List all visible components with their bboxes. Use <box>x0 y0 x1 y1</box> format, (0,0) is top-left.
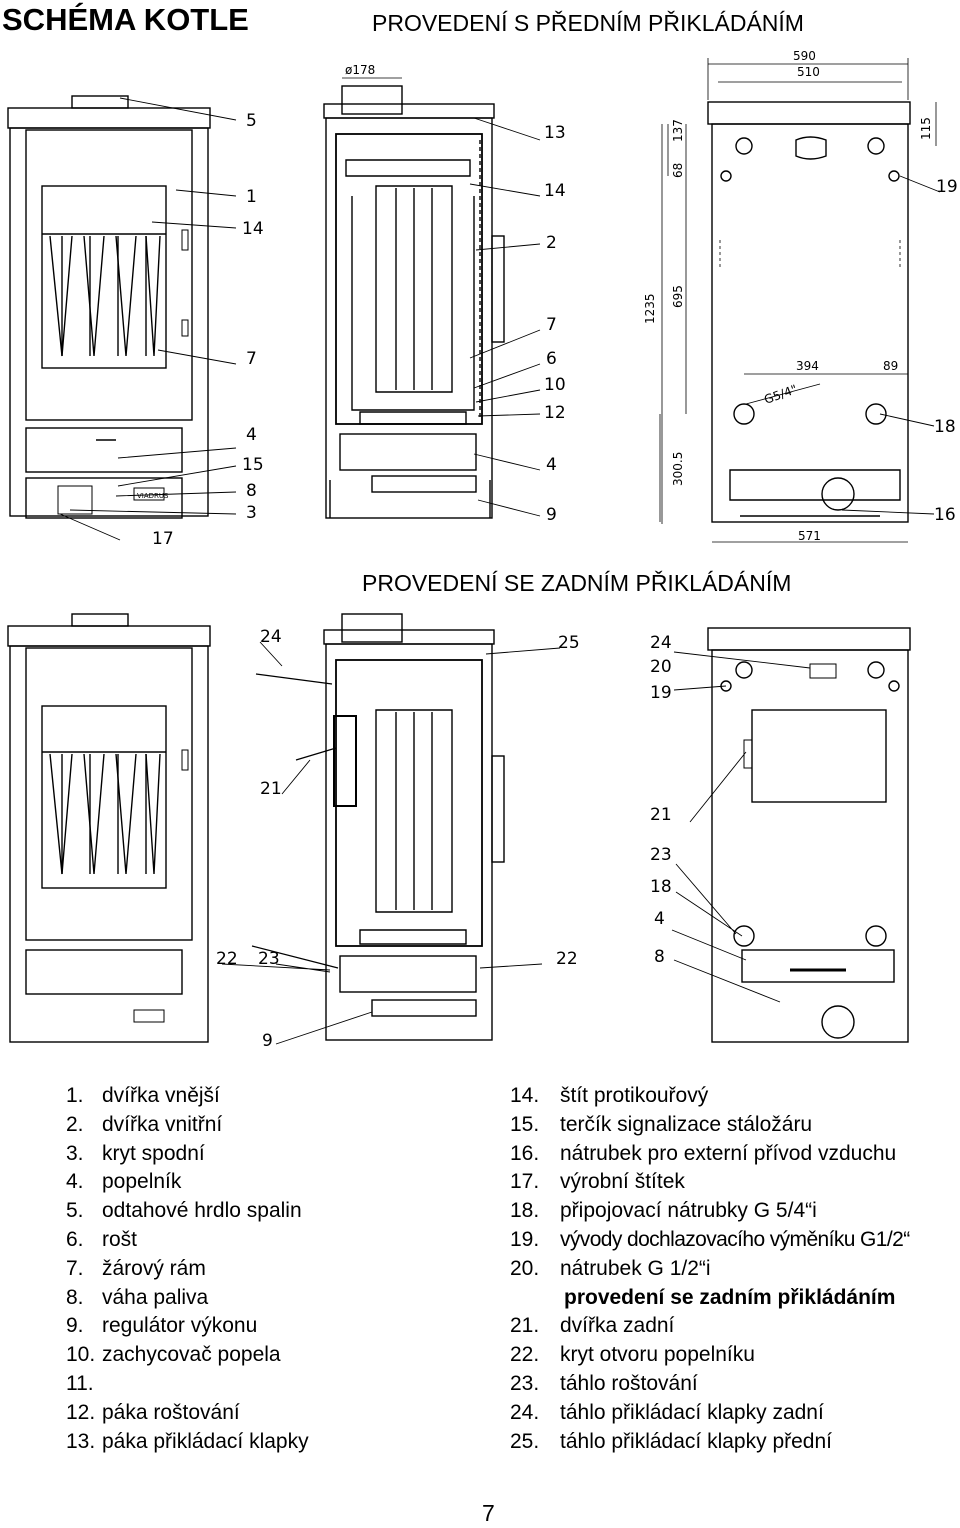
callout-labels <box>152 111 958 1051</box>
dim-thread: G5/4" <box>762 381 800 407</box>
callout: 8 <box>246 481 257 501</box>
callout: 5 <box>246 111 257 131</box>
callout: 23 <box>258 949 280 969</box>
dim-top-offset: 115 <box>919 117 933 140</box>
dim-68: 68 <box>671 162 685 178</box>
dim-89: 89 <box>883 359 899 373</box>
dim-695: 695 <box>671 285 685 308</box>
page-title: SCHÉMA KOTLE <box>2 2 249 37</box>
legend-item: 18. připojovací nátrubky G 5/4“i <box>510 1199 817 1223</box>
legend-item: 14. štít protikouřový <box>510 1084 709 1107</box>
legend-item: 13. páka přikládací klapky <box>66 1429 309 1453</box>
legend-item: 19. vývody dochlazovacího výměníku G1/2“ <box>510 1227 910 1251</box>
legend-item: 6. rošt <box>66 1227 138 1251</box>
dim-300-5: 300.5 <box>671 451 685 486</box>
legend-item: 12. páka roštování <box>66 1400 240 1424</box>
legend-item: 16. nátrubek pro externí přívod vzduchu <box>510 1141 897 1165</box>
rear-view-bottom <box>672 628 910 1042</box>
callout: 22 <box>556 949 578 969</box>
legend-item: 5. odtahové hrdlo spalin <box>66 1199 302 1223</box>
callout: 6 <box>546 349 557 369</box>
callout: 10 <box>544 375 566 395</box>
section-view-bottom <box>222 614 560 1044</box>
callout: 23 <box>650 845 672 865</box>
legend-item: 25. táhlo přikládací klapky přední <box>510 1429 832 1453</box>
callout: 4 <box>546 455 557 475</box>
callout: 3 <box>246 503 257 523</box>
legend-item: 1. dvířka vnější <box>66 1084 220 1107</box>
legend-item: 24. táhlo přikládací klapky zadní <box>510 1400 824 1424</box>
legend-item: 20. nátrubek G 1/2“i <box>510 1256 711 1280</box>
section-view-top <box>324 63 540 518</box>
legend-right <box>510 1082 910 1456</box>
callout: 15 <box>242 455 264 475</box>
callout: 2 <box>546 233 557 253</box>
callout: 8 <box>654 947 665 967</box>
callout: 7 <box>246 349 257 369</box>
rear-view-top <box>643 49 940 543</box>
callout: 16 <box>934 505 956 525</box>
legend-item: 10. zachycovač popela <box>66 1343 281 1367</box>
legend-item: 11. <box>66 1371 94 1395</box>
callout: 21 <box>260 779 282 799</box>
legend-item: 4. popelník <box>66 1170 182 1194</box>
dim-394: 394 <box>796 359 819 373</box>
legend-item: 2. dvířka vnitřní <box>66 1112 223 1136</box>
legend-item: 9. regulátor výkonu <box>66 1314 258 1338</box>
dim-width-inner: 510 <box>797 65 820 79</box>
legend-item: 22. kryt otvoru popelníku <box>510 1343 755 1367</box>
legend-item: 7. žárový rám <box>66 1256 206 1280</box>
callout: 13 <box>544 123 566 143</box>
legend-item: 8. váha paliva <box>66 1285 209 1309</box>
callout: 12 <box>544 403 566 423</box>
callout: 9 <box>546 505 557 525</box>
callout: 19 <box>650 683 672 703</box>
dim-flue-diameter: ø178 <box>345 63 376 77</box>
callout: 4 <box>654 909 665 929</box>
callout: 1 <box>246 187 257 207</box>
legend-item: 17. výrobní štítek <box>510 1170 685 1194</box>
dim-571: 571 <box>798 529 821 543</box>
section-title-front: PROVEDENÍ S PŘEDNÍM PŘIKLÁDÁNÍM <box>372 10 804 36</box>
callout: 24 <box>650 633 672 653</box>
callout: 19 <box>936 177 958 197</box>
callout: 14 <box>242 219 264 239</box>
logo-text: VIADRUS <box>137 492 169 500</box>
callout: 9 <box>262 1031 273 1051</box>
dim-width-outer: 590 <box>793 49 816 63</box>
dim-137: 137 <box>671 119 685 142</box>
callout: 14 <box>544 181 566 201</box>
dim-1235: 1235 <box>643 293 657 324</box>
section-title-rear: PROVEDENÍ SE ZADNÍM PŘIKLÁDÁNÍM <box>362 570 792 596</box>
page-number: 7 <box>482 1500 495 1526</box>
legend-item: 21. dvířka zadní <box>510 1314 675 1338</box>
legend-subtitle: provedení se zadním přikládáním <box>564 1285 896 1309</box>
callout: 17 <box>152 529 174 549</box>
legend-item: 15. terčík signalizace stáložáru <box>510 1112 813 1136</box>
callout: 20 <box>650 657 672 677</box>
front-view-bottom <box>8 614 210 1042</box>
callout: 25 <box>558 633 580 653</box>
callout: 7 <box>546 315 557 335</box>
callout: 22 <box>216 949 238 969</box>
legend-item: 23. táhlo roštování <box>510 1371 698 1395</box>
front-view-top <box>8 96 236 540</box>
callout: 4 <box>246 425 257 445</box>
callout: 24 <box>260 627 282 647</box>
legend-item: 3. kryt spodní <box>66 1141 205 1165</box>
callout: 18 <box>650 877 672 897</box>
callout: 18 <box>934 417 956 437</box>
legend-left <box>66 1082 309 1456</box>
callout: 21 <box>650 805 672 825</box>
